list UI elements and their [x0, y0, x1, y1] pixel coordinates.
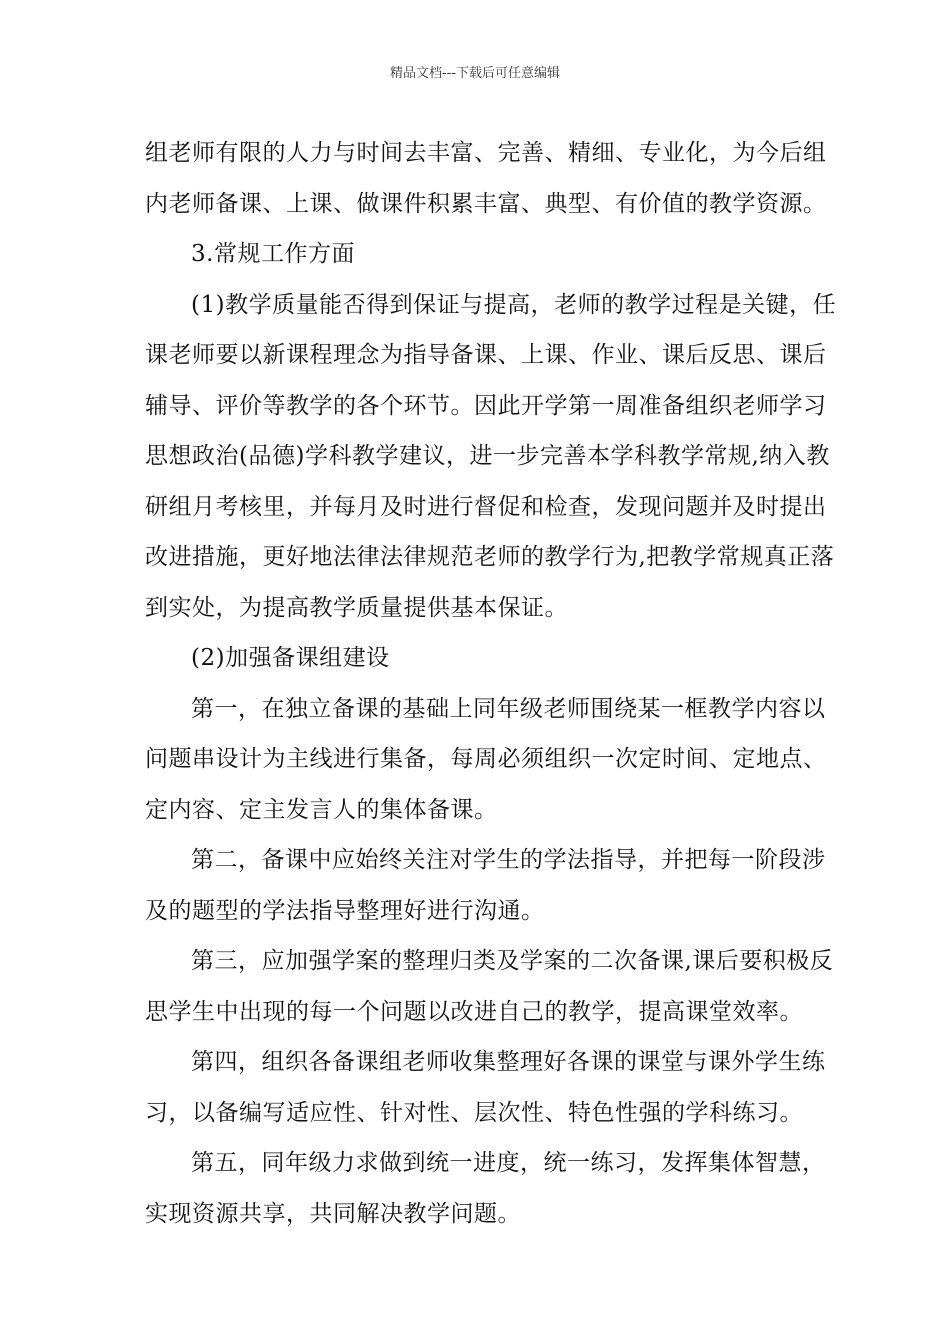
text-line: 问题串设计为主线进行集备，每周必须组织一次定时间、定地点、 [145, 746, 827, 772]
text-line: 实现资源共享，共同解决教学问题。 [145, 1200, 521, 1227]
text-line: 思学生中出现的每一个问题以改进自己的教学，提高课堂效率。 [145, 998, 803, 1025]
text-line: 第一，在独立备课的基础上同年级老师围绕某一框教学内容以 [191, 695, 826, 722]
text-line: 内老师备课、上课、做课件积累丰富、典型、有价值的教学资源。 [145, 190, 827, 217]
text-line: (1)教学质量能否得到保证与提高，老师的教学过程是关键，任 [191, 291, 837, 318]
text-line: 定内容、定主发言人的集体备课。 [145, 796, 498, 823]
text-line: 组老师有限的人力与时间去丰富、完善、精细、专业化，为今后组 [145, 140, 827, 166]
text-line: 改进措施，更好地法律法律规范老师的教学行为,把教学常规真正落 [145, 544, 835, 570]
text-line: 课老师要以新课程理念为指导备课、上课、作业、课后反思、课后 [145, 342, 827, 368]
document-body [145, 128, 837, 1239]
text-line: 及的题型的学法指导整理好进行沟通。 [145, 897, 545, 924]
subsection-heading: (2)加强备课组建设 [191, 645, 390, 671]
section-heading: 3.常规工作方面 [191, 241, 355, 267]
text-line: 第四，组织各备课组老师收集整理好各课的课堂与课外学生练 [191, 1049, 826, 1075]
page-header: 精品文档---下载后可任意编辑 [389, 66, 561, 81]
text-line: 习，以备编写适应性、针对性、层次性、特色性强的学科练习。 [145, 1099, 803, 1126]
text-line: 思想政治(品德)学科教学建议，进一步完善本学科教学常规,纳入教 [145, 443, 830, 469]
text-line: 辅导、评价等教学的各个环节。因此开学第一周准备组织老师学习 [145, 392, 827, 419]
text-line: 第三，应加强学案的整理归类及学案的二次备课,课后要积极反 [191, 948, 834, 974]
text-line: 第五，同年级力求做到统一进度，统一练习，发挥集体智慧， [191, 1150, 826, 1176]
text-line: 第二，备课中应始终关注对学生的学法指导，并把每一阶段涉 [191, 847, 826, 873]
text-line: 到实处，为提高教学质量提供基本保证。 [145, 594, 568, 621]
text-line: 研组月考核里，并每月及时进行督促和检查，发现问题并及时提出 [145, 493, 827, 520]
